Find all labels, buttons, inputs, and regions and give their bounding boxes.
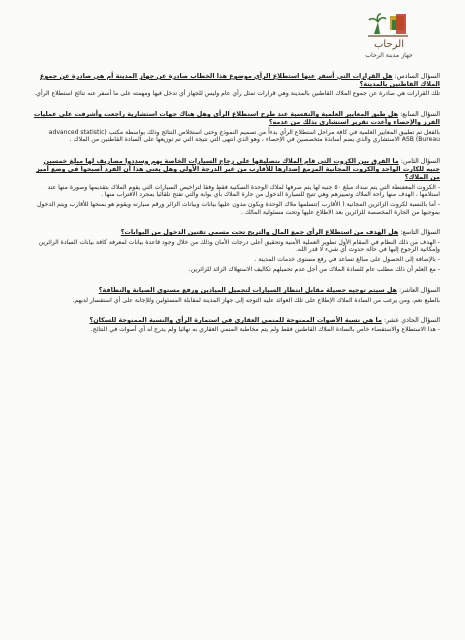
question [28, 286, 440, 294]
question-text: هل القرارات التي أسفر عنها استطلاع الرأي موضوع هذا الخطاب صادرة عن جهاز المدينة أم هي صادرة عن جموع الملاك القاطنين بالمدينة؟ [40, 72, 440, 89]
qa-section [28, 286, 440, 304]
qa-section [28, 228, 440, 273]
answer-paragraph: - مع العلم أن ذلك مطلب عام للسادة الملاك من أجل عدم تحميلهم تكاليف الاستهلاك الزائد للزائرين. [188, 265, 440, 273]
question [28, 157, 440, 182]
logo-emblem-icon [366, 12, 410, 40]
question-label: السؤال الثامن: [400, 156, 440, 165]
question [28, 228, 440, 236]
question-label: السؤال العاشر: [399, 286, 440, 295]
logo [358, 12, 428, 60]
question-text: ما الفرق بين الكروت التي قام الملاك بتصليقها على زجاج السيارات الخاصة بهم وسددوا مصاريف لها مبلغ خمسين جنيه للكارت الواحد والكروت المجانية المزمع إصدارها للأقارب من غير الدرجة الأولى وهل يعني هذا أن الفرد أصبحوا في وضع أميز من الملاك؟ [36, 156, 440, 182]
logo-wordmark: الرحاب [374, 39, 404, 50]
answer-paragraph: - أما بالنسبة لكروت الزائرين المجانية ( الأقارب )تتسلمها ملاك الوحدة ويكون مدون عليها بيانات وبيانات الزائر ورقم سيارته ويقوم هو بمنحها للأقارب ويتم الدخول بموجبها من الحارة المخصصة للزائرين بعد الاطلاع عليها وتحت مسئولية المالك . [37, 200, 440, 216]
logo-subtitle: جهاز مدينة الرحاب [365, 52, 413, 59]
answer-paragraph: تلك القرارات هي صادرة عن جموع الملاك القاطنين بالمدينة وهي قرارات تمثل رأي عام وليس للجهاز أي تدخل فيها ومهمته على ما أسفر عنه نتائج استطلاع الرأي. [34, 90, 440, 98]
answer-paragraph: بالطبع نعم، ومن يرغب من السادة الملاك الإطلاع على تلك العوائد عليه التوجه إلى جهاز المدينة لمقابلة المسئولين وللإجابة على أي استفسار لديهم. [72, 296, 440, 304]
answer-paragraph: - الكروت المعفنطة التي يتم سداد مبلغ ٥٠ جنيه لها يتم صرفها لملاك الوحدة السكنية فقط وفقا لتراخيص السيارات التي يقوم الملاك بتقديمها وصورة منها عند استلامها ، الهدف منها راحة الملاك وتمييزهم وهي تتيح للسيارة الدخول من حارة الملاك بأي بوابة والتي تفتح تلقائيا بمجرد الاقتراب منها . [47, 183, 440, 199]
question-label: السؤال التاسع: [400, 228, 440, 237]
qa-section [28, 72, 440, 98]
qa-section [28, 157, 440, 216]
answer-paragraph: - بالإضافة إلى الحصول على مبالغ تساعد في رفع مستوى خدمات المدينة . [254, 255, 440, 263]
answer-paragraph: بالفعل تم تطبيق المعايير العلمية في كافة مراحل استطلاع الرأي بدءاً من تصميم النموذج وحتى استخلاص النتائج وذلك بواسطة مكتب (advanced statistic Bureau) ASB الاستشاري والذي يضم أساتذة متخصصين في الإحصاء ، وهو الذي انتهى التي نتيجة التي تم توزيعها على السادة القاطنين من الملاك . [48, 128, 440, 144]
question-text: ما هي نسبة الأصوات الممنوحة للمنمي العقاري في استمارة الرأي والنسبة الممنوحة للسكان؟ [89, 316, 382, 325]
answer-paragraph: - الهدف من ذلك النظام في المقام الأول تطوير العملية الأمنية وتحقيق أعلى درجات الأمان وذلك من خلال وجود قاعدة بيانات لمعرفة كافة بيانات السادة الزائرين وإمكانية الرجوع إليها في حالة حدوث أي شيء لا قدر الله. [38, 238, 440, 254]
question [28, 110, 440, 126]
qa-section [28, 316, 440, 334]
question [28, 72, 440, 88]
question-label: السؤال السابع: [400, 110, 440, 119]
question-text: هل طبق المعايير العلمية والنفسية عند طرح استطلاع الرأي وهل هناك جهات استشارية راجعت وأشرفت على عمليات الفرز والإحصاء وأعدت تقرير استشاري بذلك من عدمه؟ [33, 110, 440, 127]
question [28, 316, 440, 324]
question-text: هل الهدف من استطلاع الرأي جمع المال والتربح تحت مسمى تقنين الدخول من البوابات؟ [120, 228, 399, 237]
qa-section [28, 110, 440, 144]
question-label: السؤال السادس: [394, 72, 440, 80]
answer-paragraph: - هذا الاستطلاع والاستفصاء خاص بالسادة الملاك القاطنين فقط ولم يتم مخاطبة المنمي العقاري به نهائيا ولم يدرج له أي أصوات في النتائج. [90, 326, 440, 334]
question-text: هل سيتم توجيه حصيلة مقابل انتظار السيارات لتجميل الميادين ورفع مستوى الصيانة والنظافة؟ [98, 286, 397, 295]
document-body [28, 72, 440, 334]
question-label: السؤال الحادي عشر: [383, 316, 440, 325]
